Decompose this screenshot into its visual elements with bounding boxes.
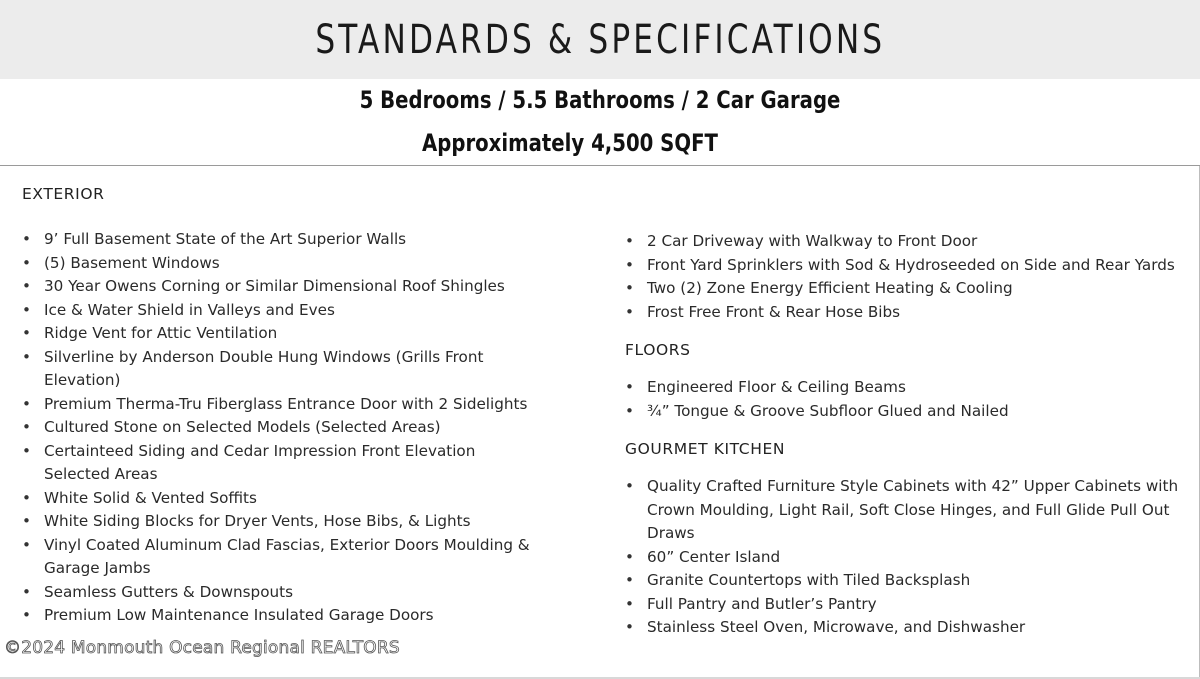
list-item: • Quality Crafted Furniture Style Cabinets with 42” Upper Cabinets with Crown Moulding, Light Rail, Soft Close Hinges, and Full Glide Pull Out Draws xyxy=(625,475,1185,546)
exterior-continued-list xyxy=(625,230,1185,324)
exterior-list xyxy=(22,228,542,628)
kitchen-list xyxy=(625,475,1185,640)
kitchen-heading: GOURMET KITCHEN xyxy=(625,440,786,458)
copyright-watermark: ©2024 Monmouth Ocean Regional REALTORS xyxy=(4,638,400,658)
square-footage: Approximately 4,500 SQFT xyxy=(422,129,718,157)
list-item: • Two (2) Zone Energy Efficient Heating & Cooling xyxy=(625,277,1185,301)
page-title: STANDARDS & SPECIFICATIONS xyxy=(315,16,885,63)
floors-list xyxy=(625,376,1185,423)
list-item: • Granite Countertops with Tiled Backsplash xyxy=(625,569,1185,593)
list-item: • Ridge Vent for Attic Ventilation xyxy=(22,322,542,346)
list-item: • White Siding Blocks for Dryer Vents, Hose Bibs, & Lights xyxy=(22,510,542,534)
list-item: • Premium Therma-Tru Fiberglass Entrance Door with 2 Sidelights xyxy=(22,393,542,417)
list-item: • ¾” Tongue & Groove Subfloor Glued and Nailed xyxy=(625,400,1185,424)
list-item: • Stainless Steel Oven, Microwave, and Dishwasher xyxy=(625,616,1185,640)
list-item: • Engineered Floor & Ceiling Beams xyxy=(625,376,1185,400)
list-item: • Certainteed Siding and Cedar Impression Front Elevation Selected Areas xyxy=(22,440,542,487)
header-divider xyxy=(0,165,1200,166)
home-summary: 5 Bedrooms / 5.5 Bathrooms / 2 Car Garage xyxy=(359,86,841,114)
list-item: • 9’ Full Basement State of the Art Superior Walls xyxy=(22,228,542,252)
list-item: • Ice & Water Shield in Valleys and Eves xyxy=(22,299,542,323)
list-item: • 30 Year Owens Corning or Similar Dimensional Roof Shingles xyxy=(22,275,542,299)
exterior-heading: EXTERIOR xyxy=(22,185,105,203)
list-item: • (5) Basement Windows xyxy=(22,252,542,276)
list-item: • White Solid & Vented Soffits xyxy=(22,487,542,511)
list-item: • Frost Free Front & Rear Hose Bibs xyxy=(625,301,1185,325)
left-column xyxy=(22,182,542,628)
list-item: • Full Pantry and Butler’s Pantry xyxy=(625,593,1185,617)
list-item: • Silverline by Anderson Double Hung Windows (Grills Front Elevation) xyxy=(22,346,542,393)
list-item: • Front Yard Sprinklers with Sod & Hydroseeded on Side and Rear Yards xyxy=(625,254,1185,278)
list-item: • Seamless Gutters & Downspouts xyxy=(22,581,542,605)
list-item: • Cultured Stone on Selected Models (Selected Areas) xyxy=(22,416,542,440)
title-banner xyxy=(0,0,1200,79)
list-item: • Premium Low Maintenance Insulated Garage Doors xyxy=(22,604,542,628)
list-item: • 60” Center Island xyxy=(625,546,1185,570)
list-item: • Vinyl Coated Aluminum Clad Fascias, Exterior Doors Moulding & Garage Jambs xyxy=(22,534,542,581)
floors-heading: FLOORS xyxy=(625,341,691,359)
right-column xyxy=(625,230,1185,640)
list-item: • 2 Car Driveway with Walkway to Front Door xyxy=(625,230,1185,254)
